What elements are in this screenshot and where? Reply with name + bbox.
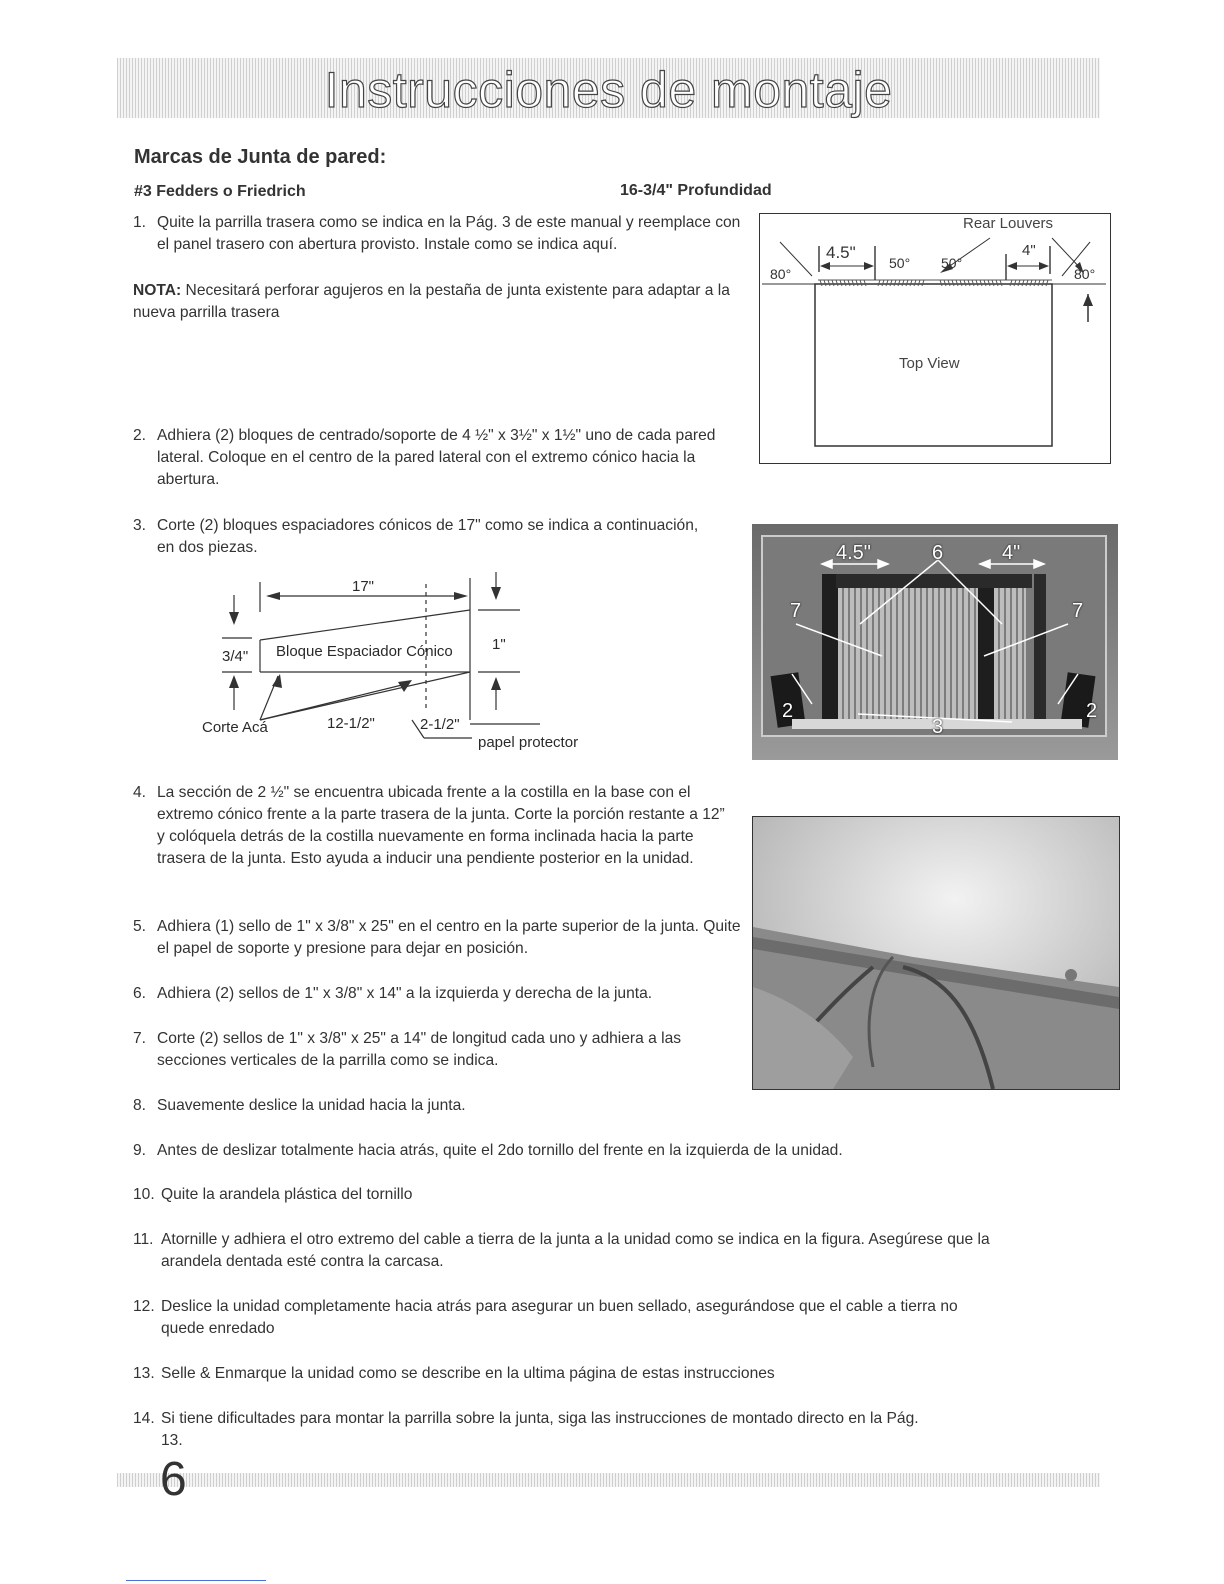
photo1-callout-3: 3	[932, 716, 944, 738]
step-14: 14. Si tiene dificultades para montar la parrilla sobre la junta, siga las instrucciones de montado directo en la Pág. 13.	[133, 1410, 919, 1449]
angle-inner-left: 50°	[889, 255, 911, 271]
top-view-svg	[760, 214, 1110, 463]
angle-outer-left: 80°	[770, 266, 792, 282]
angle-inner-right: 50°	[941, 255, 963, 271]
angle-outer-right: 80°	[1074, 266, 1096, 282]
photo1-dim-right: 4"	[1002, 542, 1021, 564]
step-4: 4. La sección de 2 ½" se encuentra ubicada frente a la costilla en la base con el extremo cónico frente a la parte trasera de la junta. Corte la porción restante a 12” y colóquela detrás de la costilla nuevamente en forma inclinada hacia la parte trasera de la junta. Esto ayuda a inducir una pendiente posterior en la unidad.	[133, 784, 725, 867]
photo1-dim-left: 4.5"	[836, 542, 871, 564]
block-length-label: 17"	[352, 578, 375, 595]
step-1: 1. Quite la parrilla trasera como se indica en la Pág. 3 de este manual y reemplace con el panel trasero con abertura provisto. Instale como se indica aquí.	[133, 214, 741, 253]
step-10: 10. Quite la arandela plástica del tornillo	[133, 1186, 413, 1203]
note	[133, 280, 748, 324]
installation-photo-2	[752, 816, 1120, 1090]
top-view-dim-left: 4.5"	[826, 243, 856, 262]
bottom-divider	[126, 1580, 266, 1581]
step-8: 8. Suavemente deslice la unidad hacia la junta.	[133, 1097, 466, 1114]
photo1-callout-6: 6	[932, 542, 944, 564]
photo1-callout-7-left: 7	[790, 600, 802, 622]
top-view-caption: Top View	[899, 355, 960, 372]
paper-label: papel protector	[478, 734, 579, 751]
photo1-callout-7-right: 7	[1072, 600, 1084, 622]
step-12: 12. Deslice la unidad completamente hacia atrás para asegurar un buen sellado, asegurándose que el cable a tierra no quede enredado	[133, 1298, 958, 1337]
step-11: 11. Atornille y adhiera el otro extremo del cable a tierra de la junta a la unidad como se indica en la figura. Asegúrese que la arandela dentada esté contra la carcasa.	[133, 1231, 990, 1270]
page-number: 6	[160, 1453, 187, 1506]
note-text: Necesitará perforar agujeros en la pestaña de junta existente para adaptar a la nueva parrilla trasera	[133, 282, 730, 321]
step-5: 5. Adhiera (1) sello de 1" x 3/8" x 25" en el centro en la parte superior de la junta. Quite el papel de soporte y presione para dejar en posición.	[133, 918, 741, 957]
louver-hatches	[818, 280, 1052, 286]
photo1-callout-2-right: 2	[1086, 700, 1098, 722]
note-label: NOTA:	[133, 282, 182, 299]
model-subtitle: #3 Fedders o Friedrich	[134, 183, 306, 200]
section-title: Marcas de Junta de pared:	[134, 146, 387, 168]
page-title: Instrucciones de montaje	[324, 62, 893, 118]
block-label: Bloque Espaciador Cónico	[276, 643, 453, 660]
step-6: 6. Adhiera (2) sellos de 1" x 3/8" x 14" a la izquierda y derecha de la junta.	[133, 985, 653, 1002]
rear-louvers-label: Rear Louvers	[963, 215, 1054, 232]
step-7: 7. Corte (2) sellos de 1" x 3/8" x 25" a 14" de longitud cada uno y adhiera a las secciones verticales de la parrilla como se indica.	[133, 1030, 682, 1069]
depth-subtitle: 16-3/4" Profundidad	[620, 182, 772, 199]
spacer-block-diagram	[200, 570, 600, 760]
segment-long-label: 12-1/2"	[327, 715, 375, 732]
segment-short-label: 2-1/2"	[420, 716, 460, 733]
top-view-dim-right: 4"	[1022, 242, 1036, 259]
top-view-diagram	[759, 213, 1111, 464]
cut-here-label: Corte Acá	[202, 719, 268, 736]
footer-bar	[117, 1473, 1100, 1487]
block-right-height: 1"	[492, 636, 506, 653]
block-left-height: 3/4"	[222, 648, 249, 665]
step-3: 3. Corte (2) bloques espaciadores cónicos de 17" como se indica a continuación, en dos piezas.	[133, 517, 699, 556]
photo1-callout-2-left: 2	[782, 700, 794, 722]
installation-photo-1	[752, 524, 1118, 760]
step-2: 2. Adhiera (2) bloques de centrado/soporte de 4 ½" x 3½" x 1½" uno de cada pared lateral. Coloque en el centro de la pared lateral con el extremo cónico hacia la abertura.	[133, 427, 716, 488]
step-9: 9. Antes de deslizar totalmente hacia atrás, quite el 2do tornillo del frente en la izquierda de la unidad.	[133, 1142, 843, 1159]
step-13: 13. Selle & Enmarque la unidad como se describe en la ultima página de estas instrucciones	[133, 1365, 775, 1382]
